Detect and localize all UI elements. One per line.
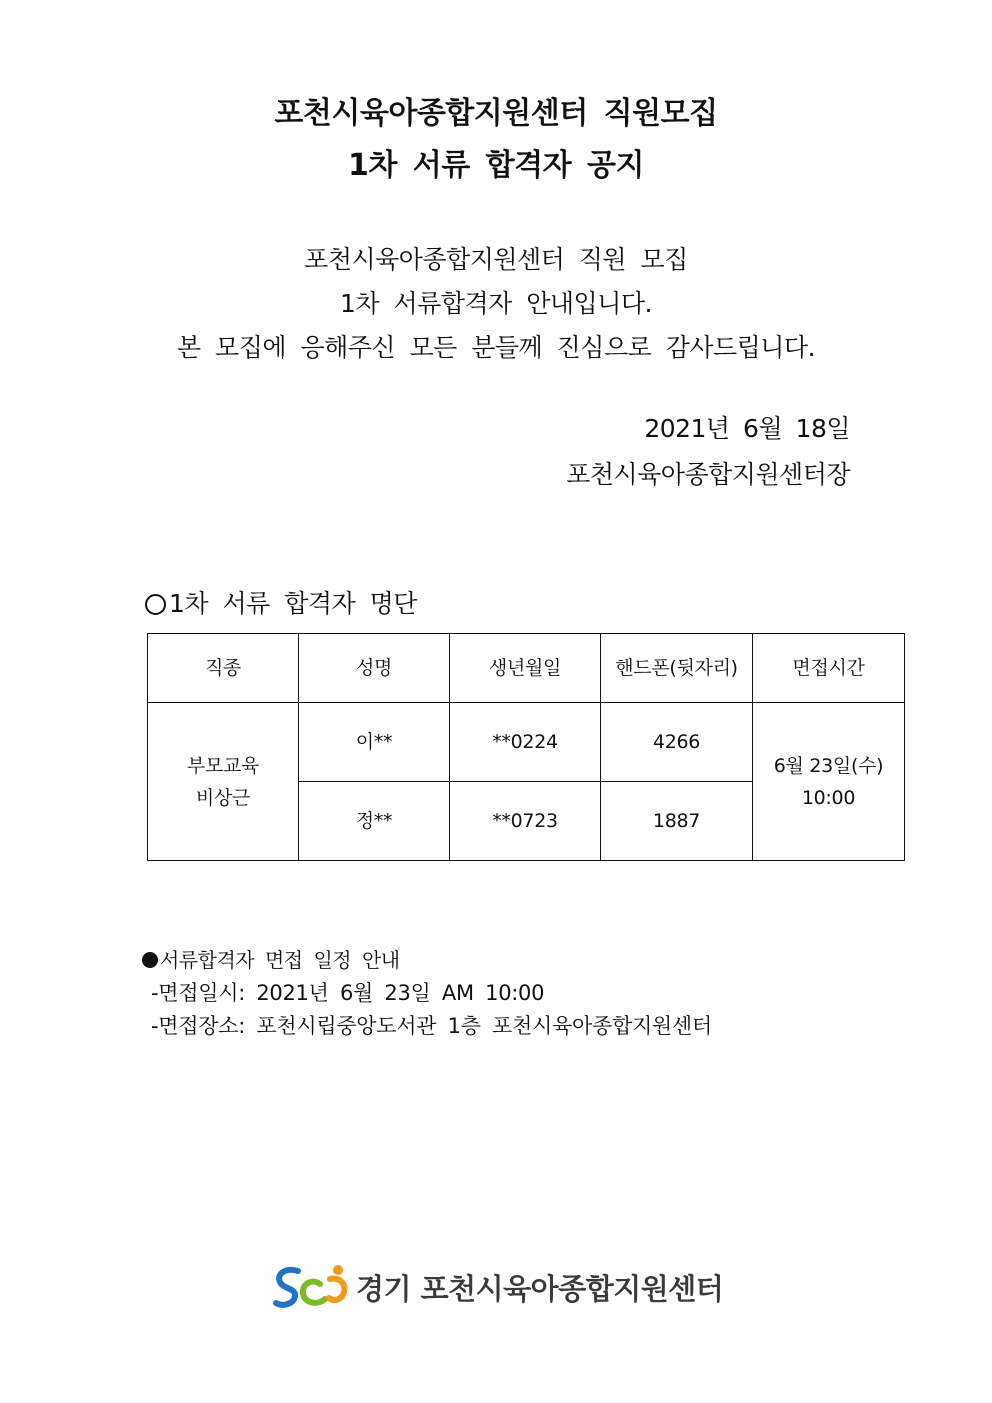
header-interview-time: 면접시간 — [753, 634, 905, 703]
birth-cell: **0224 — [450, 703, 601, 782]
schedule-item-location: -면접장소: 포천시립중앙도서관 1층 포천시육아종합지원센터 — [151, 1014, 712, 1038]
signer-name: 포천시육아종합지원센터장 — [566, 460, 850, 489]
name-cell: 이** — [299, 703, 450, 782]
intro-line-2: 1차 서류합격자 안내입니다. — [340, 289, 652, 318]
table-row — [148, 703, 905, 782]
center-logo-icon — [272, 1262, 354, 1312]
intro-line-1: 포천시육아종합지원센터 직원 모집 — [304, 245, 688, 274]
filled-circle-bullet-icon — [142, 952, 158, 968]
footer-logo — [272, 1262, 723, 1312]
circle-bullet-icon — [145, 594, 166, 615]
phone-cell: 4266 — [601, 703, 753, 782]
interview-schedule — [142, 943, 712, 1043]
header-name: 성명 — [299, 634, 450, 703]
schedule-item-datetime: -면접일시: 2021년 6월 23일 AM 10:00 — [151, 981, 545, 1005]
result-table — [147, 633, 905, 861]
title-line-2: 1차 서류 합격자 공지 — [347, 148, 645, 183]
document-title — [0, 88, 992, 192]
birth-cell: **0723 — [450, 782, 601, 861]
list-heading-text: 1차 서류 합격자 명단 — [169, 589, 417, 618]
header-job-type: 직종 — [148, 634, 299, 703]
notice-date: 2021년 6월 18일 — [644, 414, 850, 443]
header-birth: 생년월일 — [450, 634, 601, 703]
intro-text — [0, 238, 992, 370]
intro-line-3: 본 모집에 응해주신 모든 분들께 진심으로 감사드립니다. — [176, 333, 816, 362]
logo-text: 경기 포천시육아종합지원센터 — [356, 1271, 724, 1306]
job-type-line-1: 부모교육 — [186, 754, 260, 777]
header-phone: 핸드폰(뒷자리) — [601, 634, 753, 703]
name-cell: 정** — [299, 782, 450, 861]
interview-date: 6월 23일(수) — [773, 754, 884, 777]
table-header-row — [148, 634, 905, 703]
list-heading — [145, 584, 417, 624]
phone-cell: 1887 — [601, 782, 753, 861]
job-type-line-2: 비상근 — [195, 786, 251, 809]
schedule-title-text: 서류합격자 면접 일정 안내 — [160, 948, 400, 972]
job-type-cell — [148, 703, 299, 861]
schedule-title — [142, 943, 712, 977]
signature-block — [566, 406, 850, 498]
interview-hour: 10:00 — [801, 786, 856, 809]
interview-time-cell — [753, 703, 905, 861]
title-line-1: 포천시육아종합지원센터 직원모집 — [274, 96, 718, 131]
